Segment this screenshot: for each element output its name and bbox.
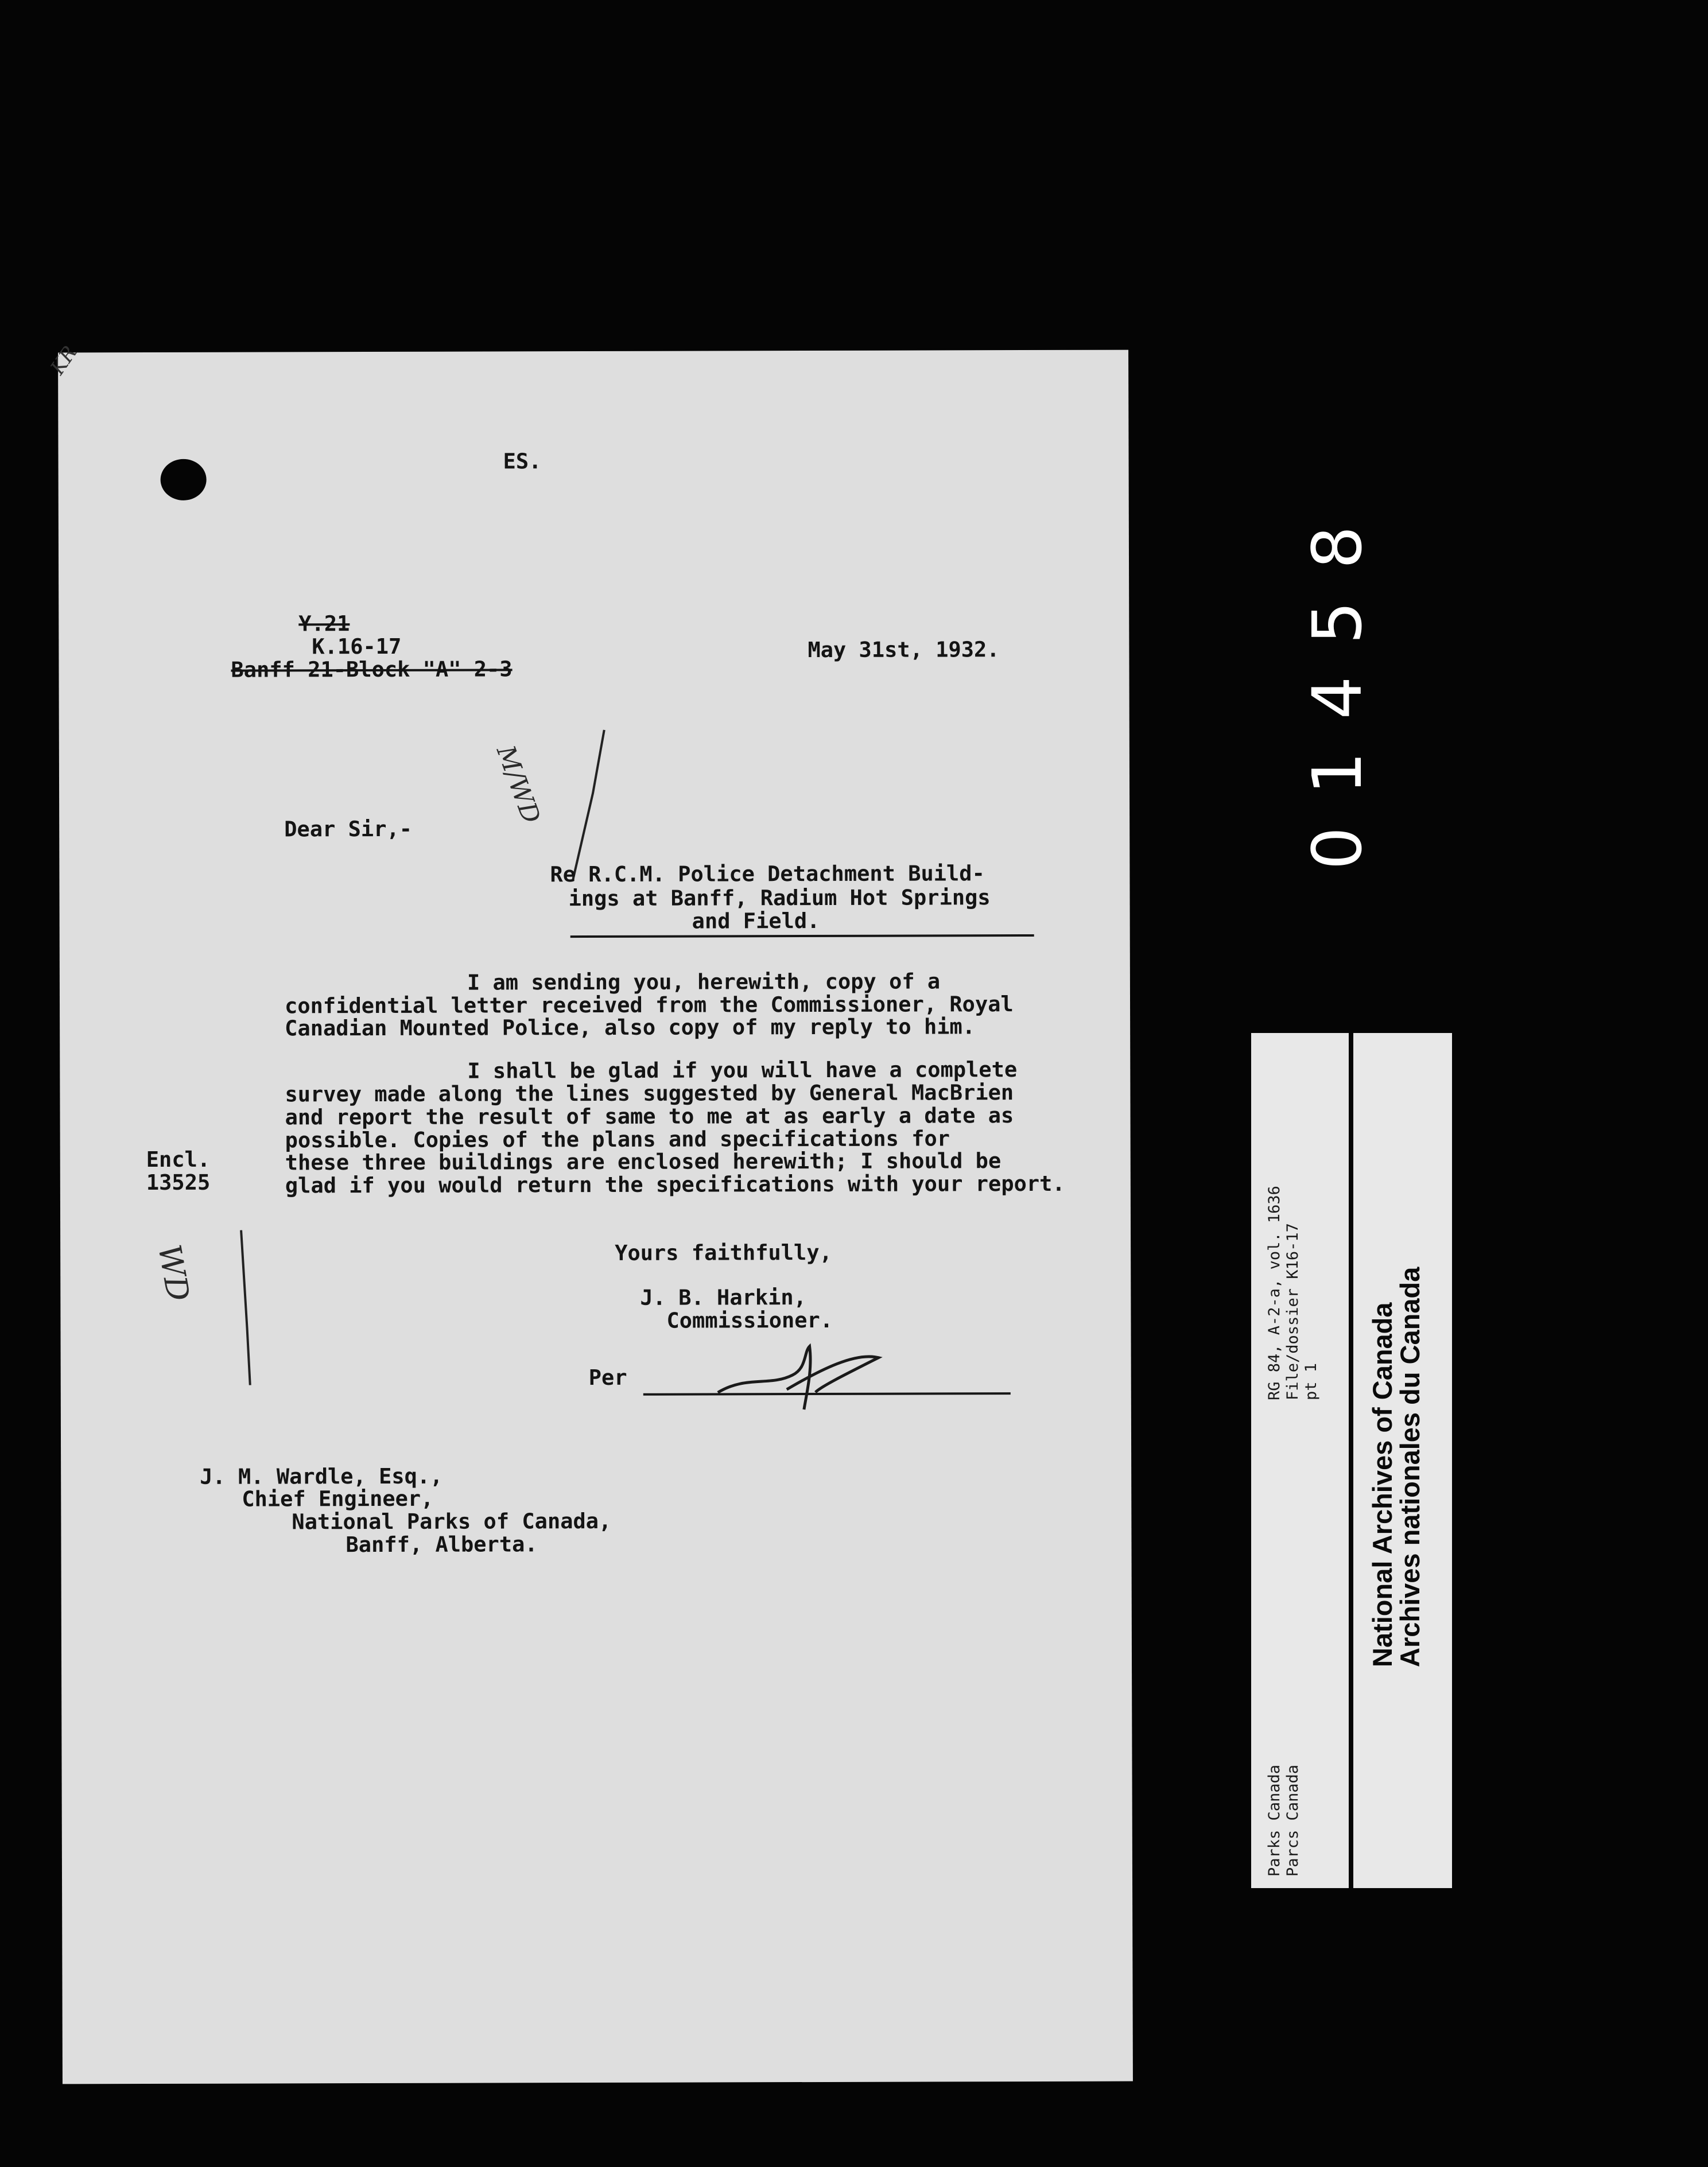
paragraph-line: and report the result of same to me at as early a date as (285, 1103, 1014, 1130)
file-ref: K.16-17 (312, 634, 402, 659)
archive-reference-line: File/dossier K16-17 (1284, 1223, 1302, 1400)
enclosure-label: Encl. (146, 1147, 211, 1172)
corner-initials: KR (46, 341, 82, 379)
subject-underline (570, 934, 1034, 938)
enclosure-number: 13525 (146, 1170, 211, 1195)
margin-initials-stroke (169, 1219, 262, 1403)
paragraph-line: Canadian Mounted Police, also copy of my reply to him. (285, 1014, 976, 1041)
salutation: Dear Sir,- (284, 816, 413, 842)
paragraph-line: these three buildings are enclosed herewith; I should be (285, 1148, 1001, 1175)
paragraph-line: survey made along the lines suggested by General MacBrien (285, 1080, 1014, 1107)
department-line: Parks Canada (1266, 1764, 1283, 1877)
paragraph-line: I am sending you, herewith, copy of a (467, 969, 941, 995)
institution-line: Archives nationales du Canada (1395, 1267, 1425, 1667)
archive-reference-line: pt 1 (1302, 1362, 1320, 1400)
addressee-line: National Parks of Canada, (292, 1508, 612, 1535)
typist-initials: ES. (503, 449, 542, 474)
institution-line: National Archives of Canada (1367, 1302, 1398, 1667)
signer-name: J. B. Harkin, (640, 1285, 807, 1310)
margin-initials-text: WD (151, 1241, 197, 1304)
paragraph-line: confidential letter received from the Commissioner, Royal (284, 992, 1014, 1019)
letter-date: May 31st, 1932. (808, 637, 1000, 663)
subject-line: ings at Banff, Radium Hot Springs (568, 885, 991, 911)
paragraph-line: possible. Copies of the plans and specifications for (285, 1126, 950, 1153)
per-label: Per (588, 1365, 627, 1391)
subject-line: Re R.C.M. Police Detachment Build- (550, 861, 985, 887)
addressee-line: Chief Engineer, (242, 1486, 434, 1512)
department-line: Parcs Canada (1284, 1764, 1302, 1877)
paragraph-line: I shall be glad if you will have a complete (467, 1057, 1018, 1084)
initials-text: M/WD (490, 741, 546, 828)
archive-slip-divider (1349, 1033, 1353, 1888)
closing: Yours faithfully, (615, 1240, 832, 1265)
punch-hole (161, 459, 207, 500)
file-ref-struck: Banff 21-Block "A" 2-3 (231, 657, 513, 682)
subject-line: and Field. (692, 908, 820, 934)
signature-scrawl (707, 1335, 890, 1416)
addressee-line: Banff, Alberta. (346, 1532, 538, 1558)
letter-page (46, 341, 1133, 2084)
signer-title: Commissioner. (666, 1307, 833, 1333)
paragraph-line: glad if you would return the specifications with your report. (285, 1171, 1065, 1198)
frame-number: 01458 (1298, 494, 1377, 870)
archive-reference-line: RG 84, A-2-a, vol. 1636 (1266, 1186, 1283, 1400)
margin-initials (151, 1219, 262, 1403)
file-ref-struck: Y.21 (298, 611, 350, 636)
addressee-line: J. M. Wardle, Esq., (200, 1463, 443, 1489)
